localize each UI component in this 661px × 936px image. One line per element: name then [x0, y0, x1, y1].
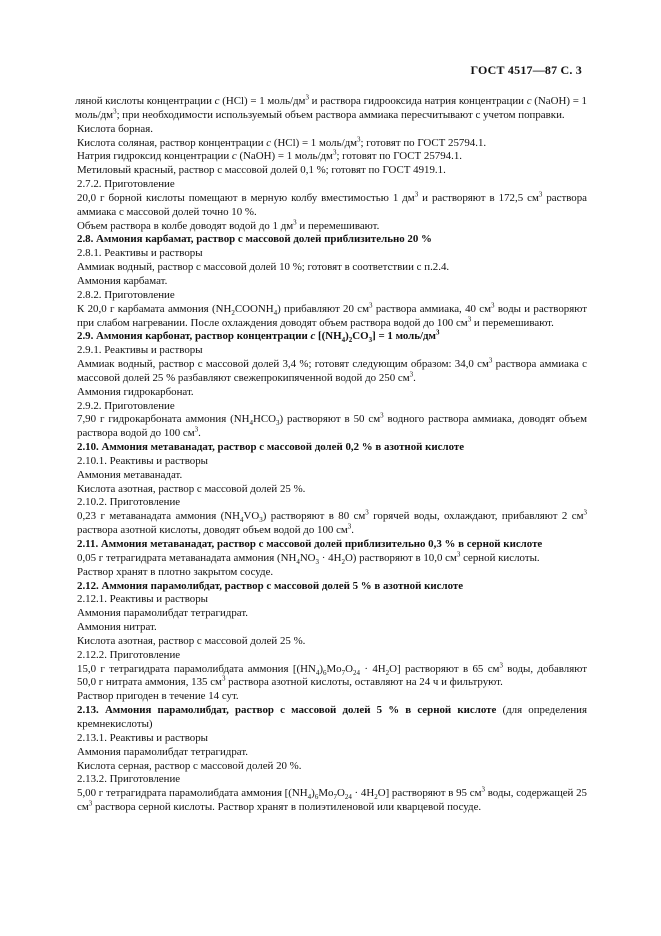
paragraph: Аммония парамолибдат тетрагидрат.: [77, 745, 248, 758]
paragraph: Аммония метаванадат.: [77, 468, 183, 481]
section-heading: 2.12. Аммония парамолибдат, раствор с массовой долей 5 % в азотной кислоте: [77, 579, 464, 592]
paragraph: 2.9.2. Приготовление: [77, 399, 175, 412]
paragraph: Кислота соляная, раствор концентрации c (HCl) = 1 моль/$дм^3$; готовят по ГОСТ 25794.1.: [77, 134, 487, 149]
paragraph: 2.9.1. Реактивы и растворы: [77, 344, 203, 357]
paragraph: Раствор хранят в плотно закрытом сосуде.: [77, 565, 274, 578]
paragraph: Аммиак водный, раствор с массовой долей 3,4 %; готовят следующим образом: 34,0 $см^3$ раствора аммиака с массовой долей 25 % разбавляют свежепрокипяченной водой до 250 $см^3$.: [77, 356, 587, 384]
paragraph: 0,23 г метаванадата аммония $(NH_4VO_3)$ растворяют в 80 $см^3$ горячей воды, охлаждают, прибавляют 2 $см^3$ раствора азотной кислоты, доводят объем водой до 100 $см^3$.: [77, 508, 587, 537]
paragraph: Кислота борная.: [77, 122, 153, 135]
paragraph: 2.13.1. Реактивы и растворы: [77, 731, 209, 744]
paragraph: 2.7.2. Приготовление: [77, 178, 175, 191]
paragraph: 2.8.2. Приготовление: [77, 288, 175, 301]
paragraph: 7,90 г гидрокарбоната аммония $(NH_4HCO_3)$ растворяют в 50 $см^3$ водного раствора аммиака, доводят объем раствора водой до 100 $см^3$.: [77, 411, 588, 440]
paragraph: 2.13.2. Приготовление: [77, 773, 181, 786]
section-heading: 2.11. Аммония метаванадат, раствор с массовой долей приблизительно 0,3 % в серной кислоте: [77, 538, 543, 550]
section-heading: 2.9. Аммония карбонат, раствор концентрации c $[(NH_4)_2CO_3] = 1$ моль/$дм^3$: [77, 328, 440, 345]
paragraph: Кислота азотная, раствор с массовой долей 25 %.: [77, 634, 306, 647]
paragraph: 2.13. Аммония парамолибдат, раствор с массовой долей 5 % в серной кислоте (для определения кремнекислоты): [77, 704, 587, 730]
paragraph: 15,0 г тетрагидрата парамолибдата аммония $[(HN_4)_6Mo_7O_{24} \cdot 4H_2O]$ растворяют в 65 $см^3$ воды, добавляют 50,0 г нитрата аммония, 135 $см^3$ раствора азотной кислоты, оставляют на 24 ч и фильтруют.: [77, 660, 587, 689]
paragraph: 2.12.1. Реактивы и растворы: [77, 593, 209, 606]
paragraph: ляной кислоты концентрации c (HCl) = 1 моль/$дм^3$ и раствора гидрооксида натрия концентрации c (NaOH) = 1 моль/$дм^3$; при необходимости используемый объем раствора аммиака пересчитывают с учетом поправки.: [75, 93, 587, 121]
paragraph: 2.10.2. Приготовление: [77, 496, 181, 509]
paragraph: Кислота азотная, раствор с массовой долей 25 %.: [77, 482, 306, 495]
paragraph: Объем раствора в колбе доводят водой до 1 $дм^3$ и перемешивают.: [77, 217, 380, 232]
section-heading: 2.8. Аммония карбамат, раствор с массовой долей приблизительно 20 %: [77, 233, 432, 246]
paragraph: Аммония нитрат.: [77, 621, 157, 634]
paragraph: Кислота серная, раствор с массовой долей 20 %.: [77, 759, 302, 772]
paragraph: 2.8.1. Реактивы и растворы: [77, 247, 203, 260]
page-header: ГОСТ 4517—87 С. 3: [470, 63, 582, 77]
document-body: [75, 95, 587, 815]
paragraph: 20,0 г борной кислоты помещают в мерную колбу вместимостью 1 $дм^3$ и растворяют в 172,5 $см^3$ раствора аммиака с массовой долей точно 10 %.: [77, 190, 588, 218]
paragraph: Аммония карбамат.: [77, 274, 168, 287]
paragraph: К 20,0 г карбамата аммония $(NH_2COONH_4)$ прибавляют 20 $см^3$ раствора аммиака, 40 $см^3$ воды и растворяют при слабом нагревании. После охлаждения доводят объем раствора водой до 100 $см^3$ и перемешивают.: [77, 301, 587, 329]
paragraph: Раствор пригоден в течение 14 сут.: [77, 690, 239, 703]
paragraph: Метиловый красный, раствор с массовой долей 0,1 %; готовят по ГОСТ 4919.1.: [77, 164, 446, 177]
paragraph: 5,00 г тетрагидрата парамолибдата аммония $[(NH_4)_6Mo_7O_{24} \cdot 4H_2O]$ растворяют в 95 $см^3$ воды, содержащей 25 $см^3$ раствора серной кислоты. Раствор хранят в полиэтиленовой или кварцевой посуде.: [77, 785, 588, 814]
paragraph: 2.10.1. Реактивы и растворы: [77, 454, 209, 467]
paragraph: 0,05 г тетрагидрата метаванадата аммония $(NH_4NO_3 \cdot 4H_2O)$ растворяют в 10,0 $см^3$ серной кислоты.: [77, 550, 540, 567]
paragraph: Аммония гидрокарбонат.: [77, 385, 194, 398]
paragraph: 2.12.2. Приготовление: [77, 648, 181, 661]
section-heading: 2.10. Аммония метаванадат, раствор с массовой долей 0,2 % в азотной кислоте: [77, 441, 465, 454]
paragraph: Аммиак водный, раствор с массовой долей 10 %; готовят в соответствии с п.2.4.: [77, 261, 450, 274]
paragraph: Натрия гидроксид концентрации c (NaOH) = 1 моль/$дм^3$; готовят по ГОСТ 25794.1.: [77, 148, 463, 163]
paragraph: Аммония парамолибдат тетрагидрат.: [77, 607, 248, 620]
